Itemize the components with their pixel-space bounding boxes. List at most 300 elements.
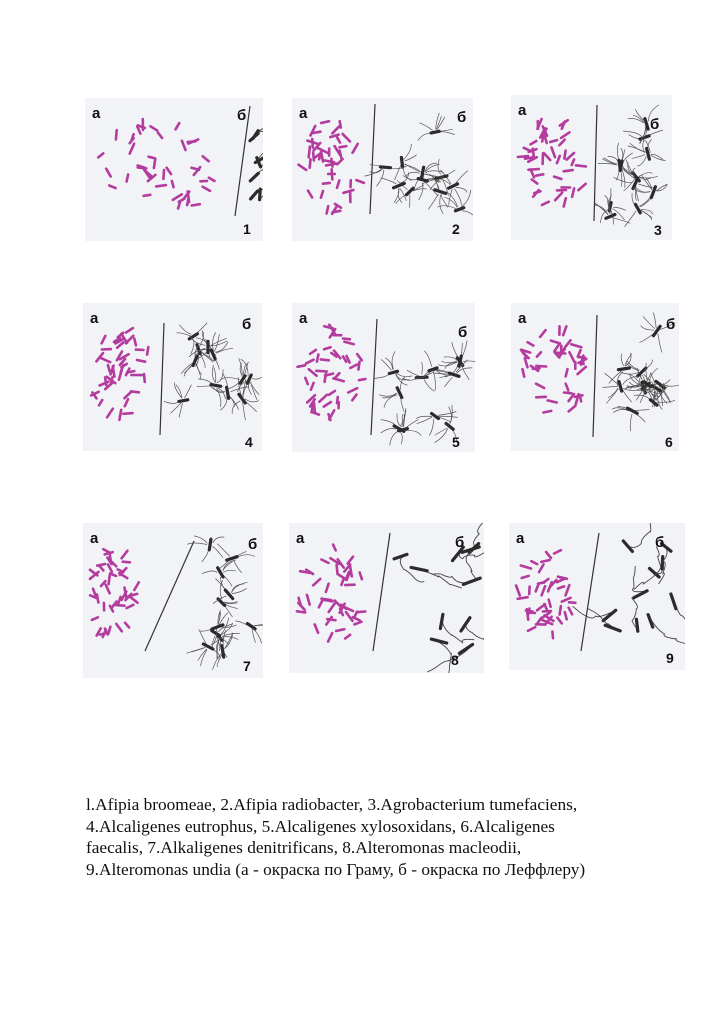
gram-rod xyxy=(105,377,106,385)
gram-rod xyxy=(123,413,132,414)
figure-caption xyxy=(86,794,686,880)
gram-stain-rods xyxy=(91,328,148,420)
flagellum xyxy=(396,373,412,377)
gram-rod xyxy=(344,342,353,345)
panel-number: 7 xyxy=(243,658,251,674)
gram-rod xyxy=(348,388,357,392)
gram-rod xyxy=(125,399,128,406)
gram-rod xyxy=(567,153,574,160)
label-loeffler: б xyxy=(655,534,665,551)
gram-rod xyxy=(127,605,134,608)
loeffler-cell xyxy=(209,539,211,550)
gram-rod xyxy=(569,406,576,412)
gram-rod xyxy=(309,147,310,158)
gram-rod xyxy=(536,397,546,398)
flagellum xyxy=(403,144,411,160)
gram-rod xyxy=(131,391,139,392)
gram-rod xyxy=(556,353,566,354)
flagellum xyxy=(426,171,444,173)
gram-rod xyxy=(97,594,99,602)
caption-line-3: faecalis, 7.Alkaligenes denitrificans, 8.Alteromonas macleodii, xyxy=(86,838,522,857)
loeffler-cell xyxy=(650,400,657,405)
loeffler-cell xyxy=(218,568,223,577)
flagellum xyxy=(402,414,403,426)
gram-rod xyxy=(323,183,330,184)
gram-rod xyxy=(343,190,353,193)
gram-rod xyxy=(345,635,350,639)
panel-number: 3 xyxy=(654,222,662,238)
flagellum xyxy=(424,351,432,367)
gram-rod xyxy=(528,342,534,345)
flagellum xyxy=(181,363,193,374)
panel-number: 4 xyxy=(245,434,253,450)
gram-rod xyxy=(554,550,561,553)
flagellum xyxy=(456,187,467,192)
gram-rod xyxy=(561,132,569,138)
gram-rod xyxy=(327,206,329,213)
flagellum xyxy=(232,582,248,592)
gram-rod xyxy=(536,174,543,175)
gram-rod xyxy=(550,140,557,142)
loeffler-cell xyxy=(227,557,237,560)
loeffler-cell xyxy=(429,368,437,371)
loeffler-cell xyxy=(418,179,427,182)
flagellum xyxy=(606,389,618,404)
flagellum xyxy=(365,169,383,177)
gram-rod xyxy=(305,378,308,384)
gram-rod xyxy=(203,187,210,191)
flagellum xyxy=(422,362,423,374)
gram-rod xyxy=(536,585,539,592)
flagellum xyxy=(217,544,229,557)
gram-rod xyxy=(130,144,134,154)
loeffler-cell xyxy=(647,149,650,160)
gram-rod xyxy=(533,368,540,369)
gram-rod xyxy=(319,395,327,402)
loeffler-cell xyxy=(239,394,245,403)
gram-rod xyxy=(105,552,113,554)
gram-rod xyxy=(578,184,585,190)
gram-rod xyxy=(308,191,312,198)
flagellum xyxy=(632,155,645,159)
gram-rod xyxy=(356,180,364,183)
gram-rod xyxy=(526,611,533,612)
gram-rod xyxy=(345,608,353,612)
gram-rod xyxy=(352,395,356,401)
flagellum xyxy=(623,153,633,164)
gram-rod xyxy=(310,159,311,167)
loeffler-cell xyxy=(619,160,620,170)
gram-rod xyxy=(525,157,534,159)
gram-rod xyxy=(314,403,315,412)
loeffler-stain-cells xyxy=(394,523,484,673)
flagellum xyxy=(435,429,448,443)
caption-line-1: l.Afipia broomeae, 2.Afipia radiobacter, 3.Agrobacterium tumefaciens, xyxy=(86,795,578,814)
gram-rod xyxy=(571,344,581,347)
panel-drawing-7 xyxy=(83,523,263,678)
loeffler-cell xyxy=(227,387,229,398)
gram-rod xyxy=(566,384,569,391)
gram-rod xyxy=(306,360,314,364)
flagellum xyxy=(406,420,419,428)
divider-line xyxy=(373,533,390,651)
gram-rod xyxy=(116,130,117,139)
flagellum xyxy=(179,403,182,417)
loeffler-cell xyxy=(654,326,661,335)
loeffler-cell xyxy=(461,618,470,631)
gram-rod xyxy=(552,148,556,158)
gram-stain-rods xyxy=(298,325,366,420)
flagellum xyxy=(438,412,456,416)
flagellum xyxy=(657,400,675,402)
flagellum xyxy=(216,348,233,353)
gram-rod xyxy=(542,202,549,205)
gram-rod xyxy=(173,194,182,200)
gram-rod xyxy=(107,409,113,418)
loeffler-cell xyxy=(380,167,390,168)
panel-1 xyxy=(85,98,263,241)
gram-stain-rods xyxy=(521,326,586,412)
label-loeffler: б xyxy=(248,536,258,553)
flagellum xyxy=(179,325,191,334)
flagellum xyxy=(390,431,398,445)
flagellum xyxy=(639,176,658,178)
flagellum xyxy=(419,123,432,131)
gram-rod xyxy=(115,605,125,606)
gram-rod xyxy=(554,177,561,179)
gram-rod xyxy=(539,565,544,573)
gram-rod xyxy=(544,153,550,160)
gram-rod xyxy=(335,373,339,378)
gram-rod xyxy=(108,565,112,572)
gram-rod xyxy=(522,576,529,578)
flagellum xyxy=(643,316,655,328)
panel-number: 1 xyxy=(243,221,251,237)
loeffler-cell xyxy=(397,388,402,398)
gram-rod xyxy=(163,170,164,179)
gram-rod xyxy=(118,597,121,604)
flagellum xyxy=(171,403,182,414)
gram-rod xyxy=(357,354,362,360)
flagellum xyxy=(202,571,218,574)
loeffler-cell xyxy=(211,385,221,387)
divider-line xyxy=(581,533,599,651)
flagellum xyxy=(605,373,618,384)
gram-rod xyxy=(528,169,538,170)
loeffler-stain-cells xyxy=(187,536,264,670)
label-gram: а xyxy=(299,105,308,122)
panel-drawing-6 xyxy=(511,303,679,451)
gram-rod xyxy=(576,165,586,166)
flagellum xyxy=(462,211,473,219)
gram-rod xyxy=(134,582,139,590)
gram-rod xyxy=(154,159,155,168)
flagellum xyxy=(646,363,647,381)
gram-rod xyxy=(333,211,341,213)
loeffler-cell xyxy=(459,644,472,653)
loeffler-cell xyxy=(603,610,616,620)
gram-rod xyxy=(182,141,186,150)
flagellum xyxy=(648,615,685,645)
loeffler-cell xyxy=(411,567,427,570)
flagellum xyxy=(194,536,207,543)
gram-rod xyxy=(565,340,571,347)
gram-rod xyxy=(156,185,166,186)
loeffler-cell xyxy=(446,424,453,430)
gram-rod xyxy=(313,132,320,133)
gram-rod xyxy=(534,191,540,193)
loeffler-stain-cells xyxy=(375,341,476,446)
flagellum xyxy=(232,401,240,414)
gram-rod xyxy=(557,579,564,582)
gram-rod xyxy=(564,198,566,206)
panel-number: 9 xyxy=(666,650,674,666)
gram-rod xyxy=(130,138,134,143)
flagellum xyxy=(438,416,458,417)
gram-rod xyxy=(532,180,538,184)
panel-drawing-3 xyxy=(511,95,672,240)
caption-line-2: 4.Alcaligenes eutrophus, 5.Alcaligenes xylosoxidans, 6.Alcaligenes xyxy=(86,816,555,836)
gram-rod xyxy=(572,159,574,165)
loeffler-cell xyxy=(247,624,255,629)
loeffler-stain-cells xyxy=(365,113,473,219)
flagellum xyxy=(429,419,434,436)
gram-rod xyxy=(578,350,581,357)
gram-rod xyxy=(350,365,357,369)
gram-rod xyxy=(552,632,553,639)
gram-rod xyxy=(100,633,107,635)
gram-rod xyxy=(549,600,551,607)
flagellum xyxy=(217,388,225,399)
gram-rod xyxy=(134,339,136,346)
flagellum xyxy=(399,432,402,445)
gram-rod xyxy=(297,611,305,612)
flagellum xyxy=(643,141,645,153)
flagellum xyxy=(608,388,618,398)
gram-rod xyxy=(540,330,546,337)
panel-number: 2 xyxy=(452,221,460,237)
loeffler-cell xyxy=(648,615,653,628)
flagellum xyxy=(622,389,632,402)
loeffler-cell xyxy=(250,173,258,181)
loeffler-cell xyxy=(618,368,629,370)
flagellum xyxy=(202,547,209,562)
gram-rod xyxy=(93,589,96,597)
gram-rod xyxy=(158,133,162,138)
gram-rod xyxy=(332,126,339,133)
gram-rod xyxy=(172,181,174,187)
flagellum xyxy=(253,629,262,644)
flagellum xyxy=(407,370,419,376)
loeffler-stain-cells xyxy=(164,323,262,420)
gram-rod xyxy=(328,633,332,642)
gram-rod xyxy=(340,146,347,147)
gram-rod xyxy=(321,359,329,360)
flagellum xyxy=(595,205,608,215)
flagellum xyxy=(621,354,623,366)
panel-2 xyxy=(292,98,473,241)
flagellum xyxy=(191,339,194,354)
panel-number: 6 xyxy=(665,434,673,450)
gram-rod xyxy=(316,371,327,372)
gram-rod xyxy=(109,627,111,633)
gram-rod xyxy=(357,612,366,613)
loeffler-cell xyxy=(389,371,397,373)
loeffler-cell xyxy=(260,189,261,200)
gram-rod xyxy=(525,358,528,367)
gram-rod xyxy=(106,169,111,177)
loeffler-cell xyxy=(636,204,641,213)
divider-line xyxy=(160,323,164,435)
loeffler-cell xyxy=(432,414,439,419)
gram-rod xyxy=(129,596,137,603)
flagellum xyxy=(639,333,654,343)
flagellum xyxy=(433,372,435,390)
loeffler-cell xyxy=(605,625,620,631)
gram-rod xyxy=(564,151,565,159)
flagellum xyxy=(428,194,438,209)
flagellum xyxy=(392,351,395,369)
gram-rod xyxy=(310,350,316,354)
gram-rod xyxy=(560,606,561,615)
flagellum xyxy=(438,132,455,135)
flagellum xyxy=(214,334,219,352)
gram-rod xyxy=(578,367,586,374)
gram-rod xyxy=(313,153,314,161)
gram-rod xyxy=(92,617,98,620)
panel-drawing-4 xyxy=(83,303,262,451)
flagellum xyxy=(213,332,216,351)
gram-rod xyxy=(516,586,520,596)
flagellum xyxy=(445,377,453,387)
gram-rod xyxy=(329,603,335,612)
gram-rod xyxy=(336,629,344,631)
flagellum xyxy=(637,156,646,166)
loeffler-cell xyxy=(440,614,443,628)
label-loeffler: б xyxy=(458,324,468,341)
flagellum xyxy=(455,171,468,185)
gram-rod xyxy=(341,578,344,585)
gram-rod xyxy=(187,198,188,205)
gram-rod xyxy=(209,178,215,181)
flagellum xyxy=(603,387,618,388)
gram-rod xyxy=(102,336,106,343)
gram-rod xyxy=(523,369,525,377)
gram-rod xyxy=(299,165,307,170)
loeffler-cell xyxy=(636,619,637,631)
flagellum xyxy=(630,414,632,431)
label-loeffler: б xyxy=(666,316,676,333)
gram-rod xyxy=(122,551,128,559)
gram-rod xyxy=(137,360,145,362)
loeffler-cell xyxy=(222,646,224,658)
gram-rod xyxy=(109,575,110,584)
gram-rod xyxy=(125,623,129,628)
gram-rod xyxy=(354,622,361,625)
gram-rod xyxy=(557,156,560,163)
loeffler-cell xyxy=(251,191,258,199)
flagellum xyxy=(613,409,629,412)
gram-rod xyxy=(147,347,148,355)
gram-rod xyxy=(531,561,537,564)
gram-stain-rods xyxy=(98,119,214,208)
flagellum xyxy=(187,543,207,544)
gram-rod xyxy=(569,608,573,615)
gram-rod xyxy=(518,156,528,157)
flagellum xyxy=(395,165,401,180)
panel-4 xyxy=(83,303,262,451)
flagellum xyxy=(417,417,433,423)
gram-rod xyxy=(324,347,331,349)
gram-rod xyxy=(307,595,310,605)
flagellum xyxy=(406,431,421,436)
gram-rod xyxy=(119,410,121,420)
gram-rod xyxy=(179,199,185,202)
gram-rod xyxy=(537,352,541,357)
flagellum xyxy=(199,629,207,644)
loeffler-cell xyxy=(212,625,223,629)
loeffler-cell xyxy=(435,190,446,194)
flagellum xyxy=(438,159,441,174)
gram-rod xyxy=(315,625,318,633)
loeffler-cell xyxy=(422,167,424,178)
gram-rod xyxy=(569,352,574,362)
loeffler-cell xyxy=(431,639,446,643)
gram-rod xyxy=(321,560,328,563)
loeffler-stain-cells xyxy=(250,128,263,200)
flagellum xyxy=(635,410,649,411)
flagellum xyxy=(634,557,663,590)
gram-rod xyxy=(337,137,340,142)
gram-rod xyxy=(337,181,339,188)
label-gram: а xyxy=(90,310,99,327)
flagellum xyxy=(251,382,259,395)
loeffler-cell xyxy=(619,382,622,392)
panel-5 xyxy=(292,303,475,452)
gram-rod xyxy=(312,405,314,412)
gram-rod xyxy=(557,618,562,624)
flagellum xyxy=(381,428,396,433)
gram-rod xyxy=(298,365,306,367)
divider-line xyxy=(145,541,194,651)
gram-rod xyxy=(337,565,338,574)
flagellum xyxy=(223,560,236,571)
gram-rod xyxy=(325,374,326,382)
label-gram: а xyxy=(92,105,101,122)
flagellum xyxy=(639,173,652,177)
label-loeffler: б xyxy=(650,116,660,133)
panel-drawing-5 xyxy=(292,303,475,452)
gram-rod xyxy=(333,545,336,551)
gram-rod xyxy=(127,174,129,181)
gram-rod xyxy=(324,402,331,407)
label-gram: а xyxy=(518,310,527,327)
gram-rod xyxy=(528,627,535,631)
flagellum xyxy=(646,178,652,190)
gram-rod xyxy=(326,584,329,592)
gram-rod xyxy=(564,170,573,171)
loeffler-cell xyxy=(179,400,188,402)
gram-rod xyxy=(317,355,319,362)
flagellum xyxy=(658,334,662,353)
gram-rod xyxy=(346,612,353,621)
gram-rod xyxy=(531,141,537,144)
flagellum xyxy=(413,189,427,191)
loeffler-cell xyxy=(399,429,408,431)
gram-rod xyxy=(108,365,110,372)
gram-rod xyxy=(359,379,365,380)
gram-stain-rods xyxy=(299,121,364,214)
